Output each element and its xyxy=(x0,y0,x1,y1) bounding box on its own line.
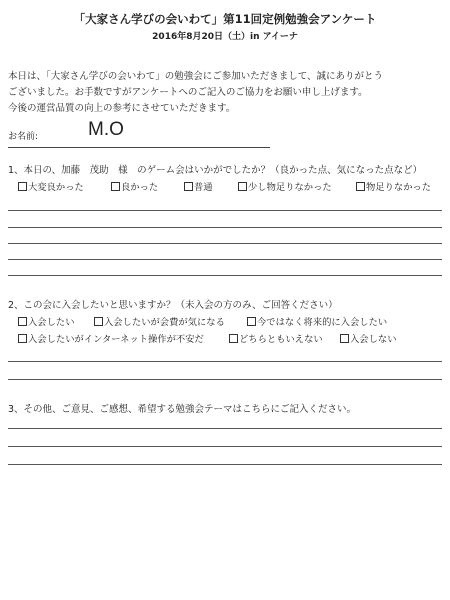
q2-option-undecided[interactable] xyxy=(229,331,323,345)
option-label: 今ではなく将来的に入会したい xyxy=(257,317,388,328)
q1-option-good[interactable] xyxy=(111,179,158,193)
checkbox-icon xyxy=(229,334,238,343)
option-label: 物足りなかった xyxy=(366,182,432,193)
q2-option-join-internet-concern[interactable] xyxy=(18,331,204,345)
checkbox-icon xyxy=(184,182,193,191)
checkbox-icon xyxy=(238,182,247,191)
answer-line[interactable] xyxy=(8,379,442,380)
option-label: 良かった xyxy=(121,182,159,193)
checkbox-icon xyxy=(340,334,349,343)
intro-line-2: ございました。お手数ですがアンケートへのご記入のご協力をお願い申し上げます。 xyxy=(8,87,368,98)
question-3-text: 3、その他、ご意見、ご感想、希望する勉強会テーマはこちらにご記入ください。 xyxy=(8,404,357,415)
q1-option-lacking[interactable] xyxy=(356,179,431,193)
option-label: 入会したいが会費が気になる xyxy=(104,317,225,328)
intro-line-3: 今後の運営品質の向上の参考にさせていただきます。 xyxy=(8,103,236,114)
checkbox-icon xyxy=(18,182,27,191)
checkbox-icon xyxy=(18,334,27,343)
survey-title: 「大家さん学びの会いわて」第11回定例勉強会アンケート xyxy=(73,12,377,26)
answer-line[interactable] xyxy=(8,210,442,211)
question-1-text: 1、本日の、加藤 茂助 様 のゲーム会はいかがでしたか？（良かった点、気になった点など） xyxy=(8,165,423,176)
answer-line[interactable] xyxy=(8,259,442,260)
checkbox-icon xyxy=(111,182,120,191)
checkbox-icon xyxy=(247,317,256,326)
q1-option-slightly-lacking[interactable] xyxy=(238,179,332,193)
q1-option-average[interactable] xyxy=(184,179,213,193)
answer-line[interactable] xyxy=(8,227,442,228)
answer-line[interactable] xyxy=(8,361,442,362)
option-label: 入会したいがインターネット操作が不安だ xyxy=(28,334,204,345)
name-label: お名前: xyxy=(8,132,39,142)
q1-option-very-good[interactable] xyxy=(18,179,84,193)
option-label: 普通 xyxy=(194,182,213,193)
option-label: 大変良かった xyxy=(28,182,84,193)
checkbox-icon xyxy=(94,317,103,326)
option-label: どちらともいえない xyxy=(239,334,323,345)
name-underline xyxy=(8,147,270,148)
intro-line-1: 本日は、「大家さん学びの会いわて」の勉強会にご参加いただきまして、誠にありがとう xyxy=(8,71,384,82)
q2-option-join-fee-concern[interactable] xyxy=(94,314,225,328)
answer-line[interactable] xyxy=(8,464,442,465)
answer-line[interactable] xyxy=(8,446,442,447)
answer-line[interactable] xyxy=(8,428,442,429)
checkbox-icon xyxy=(18,317,27,326)
answer-line[interactable] xyxy=(8,275,442,276)
q2-option-join[interactable] xyxy=(18,314,75,328)
q2-option-not-join[interactable] xyxy=(340,331,397,345)
option-label: 入会しない xyxy=(350,334,397,345)
q2-option-join-future[interactable] xyxy=(247,314,387,328)
option-label: 少し物足りなかった xyxy=(248,182,332,193)
question-2-text: 2、この会に入会したいと思いますか？（未入会の方のみ、ご回答ください） xyxy=(8,300,338,311)
survey-date: 2016年8月20日（土）in アイーナ xyxy=(152,32,298,42)
checkbox-icon xyxy=(356,182,365,191)
name-value[interactable]: M.O xyxy=(88,119,124,140)
answer-line[interactable] xyxy=(8,243,442,244)
option-label: 入会したい xyxy=(28,317,75,328)
